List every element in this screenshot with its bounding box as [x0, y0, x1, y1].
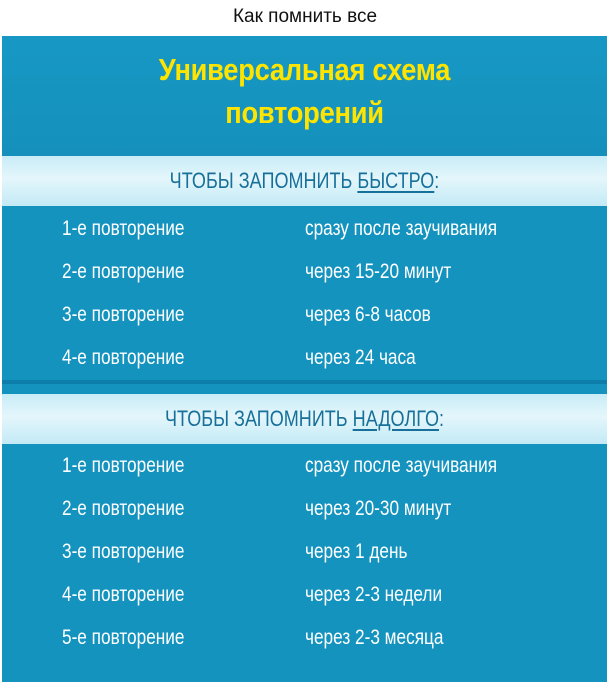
- section-rows-long: [2, 444, 607, 659]
- repetition-label: 1-е повторение: [62, 454, 185, 477]
- repetition-label: 5-е повторение: [62, 626, 185, 649]
- section-heading-emphasis: НАДОЛГО: [352, 406, 440, 431]
- repetition-label: 3-е повторение: [62, 540, 185, 563]
- section-banner-long: [2, 394, 607, 444]
- table-row: [2, 616, 607, 659]
- main-title-line-1: Универсальная схема: [158, 52, 451, 87]
- table-row: [2, 573, 607, 616]
- repetition-label: 3-е повторение: [62, 303, 185, 326]
- section-divider: [2, 380, 607, 384]
- section-heading-quick: [56, 156, 552, 206]
- table-row: [2, 207, 607, 250]
- repetition-label: 2-е повторение: [62, 260, 185, 283]
- section-heading-emphasis: БЫСТРО: [357, 168, 435, 193]
- repetition-label: 4-е повторение: [62, 583, 185, 606]
- repetition-timing: через 24 часа: [305, 346, 416, 369]
- section-rows-quick: [2, 207, 607, 379]
- table-row: [2, 530, 607, 573]
- card-header: [2, 36, 607, 156]
- table-row: [2, 336, 607, 379]
- repetition-label: 1-е повторение: [62, 217, 185, 240]
- repetition-timing: через 20-30 минут: [305, 497, 452, 520]
- table-row: [2, 487, 607, 530]
- section-banner-quick: [2, 156, 607, 206]
- section-heading-suffix: :: [434, 168, 440, 193]
- repetition-timing: через 2-3 недели: [305, 583, 443, 606]
- repetition-timing: через 2-3 месяца: [305, 626, 444, 649]
- repetition-timing: сразу после заучивания: [305, 454, 498, 477]
- repetition-label: 2-е повторение: [62, 497, 185, 520]
- section-heading-long: [56, 394, 552, 444]
- table-row: [2, 293, 607, 336]
- section-heading-prefix: ЧТОБЫ ЗАПОМНИТЬ: [164, 406, 353, 431]
- table-row: [2, 444, 607, 487]
- page-caption: Как помнить все: [232, 6, 378, 27]
- table-row: [2, 250, 607, 293]
- repetition-label: 4-е повторение: [62, 346, 185, 369]
- repetition-timing: через 6-8 часов: [305, 303, 431, 326]
- repetition-timing: через 1 день: [305, 540, 408, 563]
- section-heading-prefix: ЧТОБЫ ЗАПОМНИТЬ: [169, 168, 358, 193]
- section-heading-suffix: :: [439, 406, 445, 431]
- main-title: [38, 48, 570, 134]
- main-title-line-2: повторений: [225, 95, 384, 130]
- repetition-timing: через 15-20 минут: [305, 260, 452, 283]
- memory-scheme-card: [2, 36, 607, 682]
- repetition-timing: сразу после заучивания: [305, 217, 498, 240]
